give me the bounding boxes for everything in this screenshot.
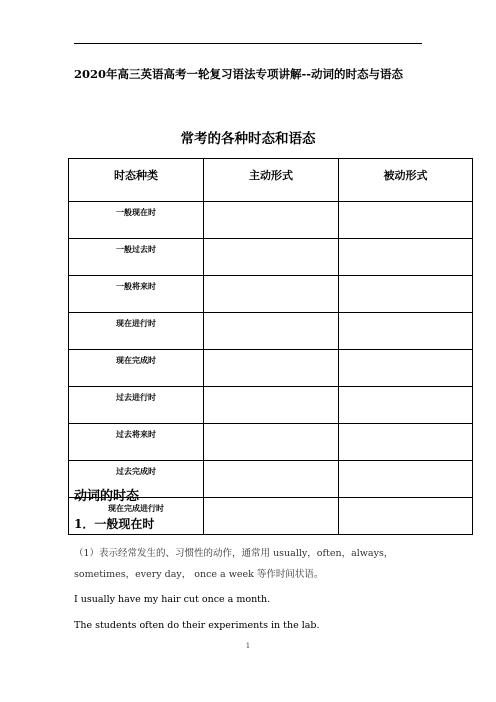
column-header-active: 主动形式	[204, 159, 339, 202]
passive-form-cell	[339, 387, 473, 424]
tense-cell: 过去将来时	[69, 424, 204, 461]
subsection-heading: 1．一般现在时	[74, 517, 155, 531]
page-number: 1	[245, 642, 251, 650]
passive-form-cell	[339, 498, 473, 535]
active-form-cell	[204, 202, 339, 239]
example-sentence: The students often do their experiments in the lab.	[74, 620, 320, 631]
table-header-row	[69, 159, 473, 202]
passive-form-cell	[339, 461, 473, 498]
table-row	[69, 276, 473, 313]
passive-form-cell	[339, 350, 473, 387]
active-form-cell	[204, 239, 339, 276]
table-row	[69, 387, 473, 424]
table-title: 常考的各种时态和语态	[180, 131, 316, 147]
passive-form-cell	[339, 424, 473, 461]
table-row	[69, 350, 473, 387]
active-form-cell	[204, 350, 339, 387]
tense-cell: 现在完成时	[69, 350, 204, 387]
active-form-cell	[204, 498, 339, 535]
passive-form-cell	[339, 202, 473, 239]
tense-cell: 过去完成时	[69, 461, 204, 498]
tense-cell: 现在完成进行时	[69, 498, 204, 535]
example-sentence: I usually have my hair cut once a month.	[74, 594, 271, 605]
active-form-cell	[204, 461, 339, 498]
header-rule	[74, 43, 422, 44]
column-header-tense: 时态种类	[69, 159, 204, 202]
column-header-passive: 被动形式	[339, 159, 473, 202]
rule-paragraph: （1）表示经常发生的、习惯性的动作，通常用 usually，often，always，sometimes，every day， once a week 等作时间状语。	[74, 548, 394, 580]
tense-cell: 现在进行时	[69, 313, 204, 350]
tense-voice-table	[68, 158, 473, 535]
tense-cell: 一般过去时	[69, 239, 204, 276]
active-form-cell	[204, 276, 339, 313]
section-heading: 动词的时态	[74, 489, 140, 504]
tense-cell: 一般现在时	[69, 202, 204, 239]
active-form-cell	[204, 424, 339, 461]
tense-cell: 一般将来时	[69, 276, 204, 313]
active-form-cell	[204, 387, 339, 424]
passive-form-cell	[339, 313, 473, 350]
document-title: 2020年高三英语高考一轮复习语法专项讲解--动词的时态与语态	[74, 67, 404, 81]
active-form-cell	[204, 313, 339, 350]
table-row	[69, 239, 473, 276]
passive-form-cell	[339, 276, 473, 313]
passive-form-cell	[339, 239, 473, 276]
table-row	[69, 313, 473, 350]
table-row	[69, 424, 473, 461]
table-row	[69, 202, 473, 239]
tense-cell: 过去进行时	[69, 387, 204, 424]
